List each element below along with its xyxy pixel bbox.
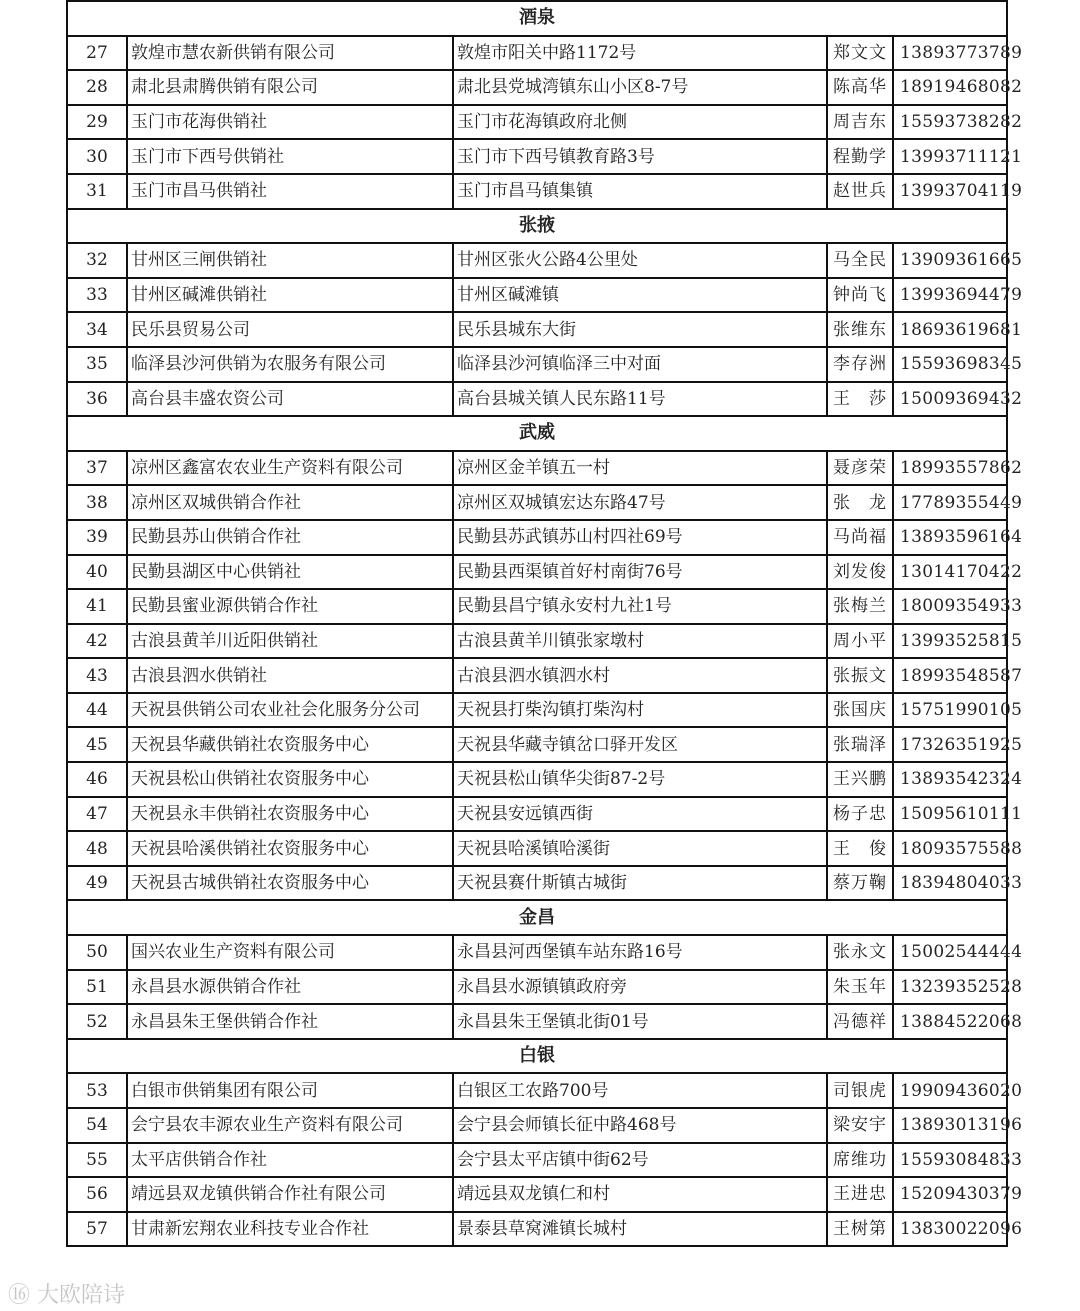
company-address: 凉州区双城镇宏达东路47号 bbox=[453, 485, 827, 520]
contact-person: 聂彦荣 bbox=[827, 451, 893, 486]
company-name: 永昌县朱王堡供销合作社 bbox=[127, 1004, 453, 1039]
company-address: 甘州区张火公路4公里处 bbox=[453, 243, 827, 278]
table-row bbox=[67, 762, 1007, 797]
row-number: 42 bbox=[67, 624, 127, 659]
company-name: 玉门市花海供销社 bbox=[127, 105, 453, 140]
row-number: 36 bbox=[67, 382, 127, 417]
company-name: 民乐县贸易公司 bbox=[127, 312, 453, 347]
table-row bbox=[67, 624, 1007, 659]
contact-phone: 18993557862 bbox=[893, 451, 1007, 486]
row-number: 28 bbox=[67, 70, 127, 105]
contact-phone: 15593084833 bbox=[893, 1143, 1007, 1178]
company-address: 古浪县泗水镇泗水村 bbox=[453, 658, 827, 693]
contact-person: 王树第 bbox=[827, 1212, 893, 1247]
row-number: 50 bbox=[67, 935, 127, 970]
table-row bbox=[67, 278, 1007, 313]
company-address: 靖远县双龙镇仁和村 bbox=[453, 1177, 827, 1212]
company-name: 甘州区三闸供销社 bbox=[127, 243, 453, 278]
contact-phone: 13830022096 bbox=[893, 1212, 1007, 1247]
company-address: 民乐县城东大街 bbox=[453, 312, 827, 347]
table-row bbox=[67, 1073, 1007, 1108]
company-name: 古浪县黄羊川近阳供销社 bbox=[127, 624, 453, 659]
company-address: 古浪县黄羊川镇张家墩村 bbox=[453, 624, 827, 659]
contact-person: 司银虎 bbox=[827, 1073, 893, 1108]
table-row bbox=[67, 1177, 1007, 1212]
row-number: 45 bbox=[67, 727, 127, 762]
company-name: 凉州区鑫富农农业生产资料有限公司 bbox=[127, 451, 453, 486]
row-number: 33 bbox=[67, 278, 127, 313]
contact-person: 马全民 bbox=[827, 243, 893, 278]
company-name: 甘州区碱滩供销社 bbox=[127, 278, 453, 313]
company-name: 临泽县沙河供销为农服务有限公司 bbox=[127, 347, 453, 382]
contact-phone: 15593698345 bbox=[893, 347, 1007, 382]
table-row bbox=[67, 693, 1007, 728]
row-number: 35 bbox=[67, 347, 127, 382]
row-number: 44 bbox=[67, 693, 127, 728]
supplier-table bbox=[66, 0, 1023, 1247]
table-row bbox=[67, 485, 1007, 520]
contact-phone: 18009354933 bbox=[893, 589, 1007, 624]
region-name: 金昌 bbox=[67, 900, 1007, 935]
contact-phone: 19909436020 bbox=[893, 1073, 1007, 1108]
table-row bbox=[67, 1004, 1007, 1039]
row-number: 46 bbox=[67, 762, 127, 797]
table-row bbox=[67, 797, 1007, 832]
contact-phone: 15095610111 bbox=[893, 797, 1007, 832]
row-number: 27 bbox=[67, 36, 127, 71]
company-name: 永昌县水源供销合作社 bbox=[127, 970, 453, 1005]
table-row bbox=[67, 1212, 1007, 1247]
company-name: 玉门市昌马供销社 bbox=[127, 174, 453, 209]
contact-phone: 13893596164 bbox=[893, 520, 1007, 555]
contact-phone: 13239352528 bbox=[893, 970, 1007, 1005]
row-number: 53 bbox=[67, 1073, 127, 1108]
contact-phone: 13993704119 bbox=[893, 174, 1007, 209]
contact-phone: 13993711121 bbox=[893, 139, 1007, 174]
region-header-row bbox=[67, 209, 1007, 244]
company-name: 凉州区双城供销合作社 bbox=[127, 485, 453, 520]
contact-phone: 13993525815 bbox=[893, 624, 1007, 659]
company-address: 景泰县草窝滩镇长城村 bbox=[453, 1212, 827, 1247]
contact-phone: 18394804033 bbox=[893, 866, 1007, 901]
region-header-row bbox=[67, 1, 1007, 36]
table-row bbox=[67, 347, 1007, 382]
contact-person: 席维功 bbox=[827, 1143, 893, 1178]
region-name: 武威 bbox=[67, 416, 1007, 451]
company-name: 白银市供销集团有限公司 bbox=[127, 1073, 453, 1108]
contact-person: 张国庆 bbox=[827, 693, 893, 728]
contact-phone: 18693619681 bbox=[893, 312, 1007, 347]
company-name: 玉门市下西号供销社 bbox=[127, 139, 453, 174]
row-number: 47 bbox=[67, 797, 127, 832]
contact-person: 赵世兵 bbox=[827, 174, 893, 209]
row-number: 54 bbox=[67, 1108, 127, 1143]
row-number: 30 bbox=[67, 139, 127, 174]
company-name: 靖远县双龙镇供销合作社有限公司 bbox=[127, 1177, 453, 1212]
company-name: 国兴农业生产资料有限公司 bbox=[127, 935, 453, 970]
company-address: 敦煌市阳关中路1172号 bbox=[453, 36, 827, 71]
region-header-row bbox=[67, 900, 1007, 935]
contact-person: 周吉东 bbox=[827, 105, 893, 140]
company-name: 天祝县华藏供销社农资服务中心 bbox=[127, 727, 453, 762]
row-number: 55 bbox=[67, 1143, 127, 1178]
company-address: 民勤县昌宁镇永安村九社1号 bbox=[453, 589, 827, 624]
contact-phone: 18919468082 bbox=[893, 70, 1007, 105]
contact-person: 王进忠 bbox=[827, 1177, 893, 1212]
contact-phone: 15209430379 bbox=[893, 1177, 1007, 1212]
region-name: 酒泉 bbox=[67, 1, 1007, 36]
company-name: 高台县丰盛农资公司 bbox=[127, 382, 453, 417]
contact-phone: 17326351925 bbox=[893, 727, 1007, 762]
region-name: 白银 bbox=[67, 1039, 1007, 1074]
table-row bbox=[67, 451, 1007, 486]
table-row bbox=[67, 658, 1007, 693]
table-row bbox=[67, 312, 1007, 347]
company-address: 永昌县河西堡镇车站东路16号 bbox=[453, 935, 827, 970]
region-name: 张掖 bbox=[67, 209, 1007, 244]
table-row bbox=[67, 36, 1007, 71]
contact-person: 刘发俊 bbox=[827, 555, 893, 590]
contact-person: 张瑞泽 bbox=[827, 727, 893, 762]
row-number: 43 bbox=[67, 658, 127, 693]
contact-person: 钟尚飞 bbox=[827, 278, 893, 313]
company-name: 会宁县农丰源农业生产资料有限公司 bbox=[127, 1108, 453, 1143]
company-address: 玉门市花海镇政府北侧 bbox=[453, 105, 827, 140]
contact-person: 张维东 bbox=[827, 312, 893, 347]
contact-person: 王兴鹏 bbox=[827, 762, 893, 797]
contact-person: 张永文 bbox=[827, 935, 893, 970]
table-row bbox=[67, 555, 1007, 590]
contact-phone: 13993694479 bbox=[893, 278, 1007, 313]
row-number: 38 bbox=[67, 485, 127, 520]
company-address: 天祝县哈溪镇哈溪街 bbox=[453, 831, 827, 866]
table-row bbox=[67, 520, 1007, 555]
contact-phone: 15009369432 bbox=[893, 382, 1007, 417]
supplier-table-page bbox=[66, 0, 1023, 1247]
contact-person: 李存洲 bbox=[827, 347, 893, 382]
table-row bbox=[67, 105, 1007, 140]
company-address: 天祝县安远镇西街 bbox=[453, 797, 827, 832]
company-address: 民勤县苏武镇苏山村四社69号 bbox=[453, 520, 827, 555]
contact-person: 郑文文 bbox=[827, 36, 893, 71]
company-address: 高台县城关镇人民东路11号 bbox=[453, 382, 827, 417]
region-header-row bbox=[67, 1039, 1007, 1074]
row-number: 41 bbox=[67, 589, 127, 624]
company-address: 玉门市昌马镇集镇 bbox=[453, 174, 827, 209]
company-address: 永昌县水源镇镇政府旁 bbox=[453, 970, 827, 1005]
company-name: 天祝县供销公司农业社会化服务分公司 bbox=[127, 693, 453, 728]
company-name: 天祝县古城供销社农资服务中心 bbox=[127, 866, 453, 901]
table-row bbox=[67, 70, 1007, 105]
watermark: ⑯ 大欧陪诗 bbox=[8, 1283, 125, 1308]
contact-person: 程勤学 bbox=[827, 139, 893, 174]
row-number: 39 bbox=[67, 520, 127, 555]
row-number: 29 bbox=[67, 105, 127, 140]
contact-phone: 17789355449 bbox=[893, 485, 1007, 520]
contact-person: 张 龙 bbox=[827, 485, 893, 520]
company-address: 白银区工农路700号 bbox=[453, 1073, 827, 1108]
contact-phone: 13893542324 bbox=[893, 762, 1007, 797]
company-address: 玉门市下西号镇教育路3号 bbox=[453, 139, 827, 174]
company-address: 天祝县华藏寺镇岔口驿开发区 bbox=[453, 727, 827, 762]
company-name: 民勤县蜜业源供销合作社 bbox=[127, 589, 453, 624]
contact-phone: 15593738282 bbox=[893, 105, 1007, 140]
table-row bbox=[67, 935, 1007, 970]
company-name: 肃北县肃腾供销有限公司 bbox=[127, 70, 453, 105]
row-number: 34 bbox=[67, 312, 127, 347]
company-address: 临泽县沙河镇临泽三中对面 bbox=[453, 347, 827, 382]
region-header-row bbox=[67, 416, 1007, 451]
company-name: 民勤县苏山供销合作社 bbox=[127, 520, 453, 555]
company-name: 天祝县松山供销社农资服务中心 bbox=[127, 762, 453, 797]
contact-phone: 13014170422 bbox=[893, 555, 1007, 590]
company-address: 会宁县会师镇长征中路468号 bbox=[453, 1108, 827, 1143]
contact-person: 冯德祥 bbox=[827, 1004, 893, 1039]
table-row bbox=[67, 970, 1007, 1005]
table-row bbox=[67, 727, 1007, 762]
row-number: 31 bbox=[67, 174, 127, 209]
contact-phone: 18993548587 bbox=[893, 658, 1007, 693]
company-name: 天祝县哈溪供销社农资服务中心 bbox=[127, 831, 453, 866]
company-address: 会宁县太平店镇中街62号 bbox=[453, 1143, 827, 1178]
row-number: 49 bbox=[67, 866, 127, 901]
contact-person: 马尚福 bbox=[827, 520, 893, 555]
row-number: 40 bbox=[67, 555, 127, 590]
contact-person: 王 俊 bbox=[827, 831, 893, 866]
contact-person: 张梅兰 bbox=[827, 589, 893, 624]
contact-person: 周小平 bbox=[827, 624, 893, 659]
company-name: 太平店供销合作社 bbox=[127, 1143, 453, 1178]
company-name: 古浪县泗水供销社 bbox=[127, 658, 453, 693]
table-row bbox=[67, 831, 1007, 866]
contact-person: 陈高华 bbox=[827, 70, 893, 105]
table-row bbox=[67, 1108, 1007, 1143]
table-row bbox=[67, 382, 1007, 417]
table-row bbox=[67, 174, 1007, 209]
company-name: 甘肃新宏翔农业科技专业合作社 bbox=[127, 1212, 453, 1247]
contact-person: 杨子忠 bbox=[827, 797, 893, 832]
table-row bbox=[67, 243, 1007, 278]
company-address: 肃北县党城湾镇东山小区8-7号 bbox=[453, 70, 827, 105]
contact-person: 朱玉年 bbox=[827, 970, 893, 1005]
company-address: 天祝县松山镇华尖街87-2号 bbox=[453, 762, 827, 797]
company-address: 凉州区金羊镇五一村 bbox=[453, 451, 827, 486]
row-number: 56 bbox=[67, 1177, 127, 1212]
company-address: 永昌县朱王堡镇北街01号 bbox=[453, 1004, 827, 1039]
company-name: 敦煌市慧农新供销有限公司 bbox=[127, 36, 453, 71]
company-name: 民勤县湖区中心供销社 bbox=[127, 555, 453, 590]
row-number: 37 bbox=[67, 451, 127, 486]
row-number: 52 bbox=[67, 1004, 127, 1039]
contact-phone: 13893013196 bbox=[893, 1108, 1007, 1143]
contact-phone: 18093575588 bbox=[893, 831, 1007, 866]
row-number: 32 bbox=[67, 243, 127, 278]
table-row bbox=[67, 866, 1007, 901]
contact-person: 王 莎 bbox=[827, 382, 893, 417]
contact-person: 张振文 bbox=[827, 658, 893, 693]
table-row bbox=[67, 1143, 1007, 1178]
company-address: 甘州区碱滩镇 bbox=[453, 278, 827, 313]
company-address: 天祝县打柴沟镇打柴沟村 bbox=[453, 693, 827, 728]
contact-phone: 13909361665 bbox=[893, 243, 1007, 278]
contact-person: 蔡万鞠 bbox=[827, 866, 893, 901]
row-number: 51 bbox=[67, 970, 127, 1005]
contact-phone: 13884522068 bbox=[893, 1004, 1007, 1039]
company-address: 天祝县赛什斯镇古城街 bbox=[453, 866, 827, 901]
table-row bbox=[67, 139, 1007, 174]
contact-phone: 13893773789 bbox=[893, 36, 1007, 71]
company-name: 天祝县永丰供销社农资服务中心 bbox=[127, 797, 453, 832]
row-number: 48 bbox=[67, 831, 127, 866]
row-number: 57 bbox=[67, 1212, 127, 1247]
table-row bbox=[67, 589, 1007, 624]
contact-person: 梁安宇 bbox=[827, 1108, 893, 1143]
contact-phone: 15751990105 bbox=[893, 693, 1007, 728]
company-address: 民勤县西渠镇首好村南街76号 bbox=[453, 555, 827, 590]
contact-phone: 15002544444 bbox=[893, 935, 1007, 970]
